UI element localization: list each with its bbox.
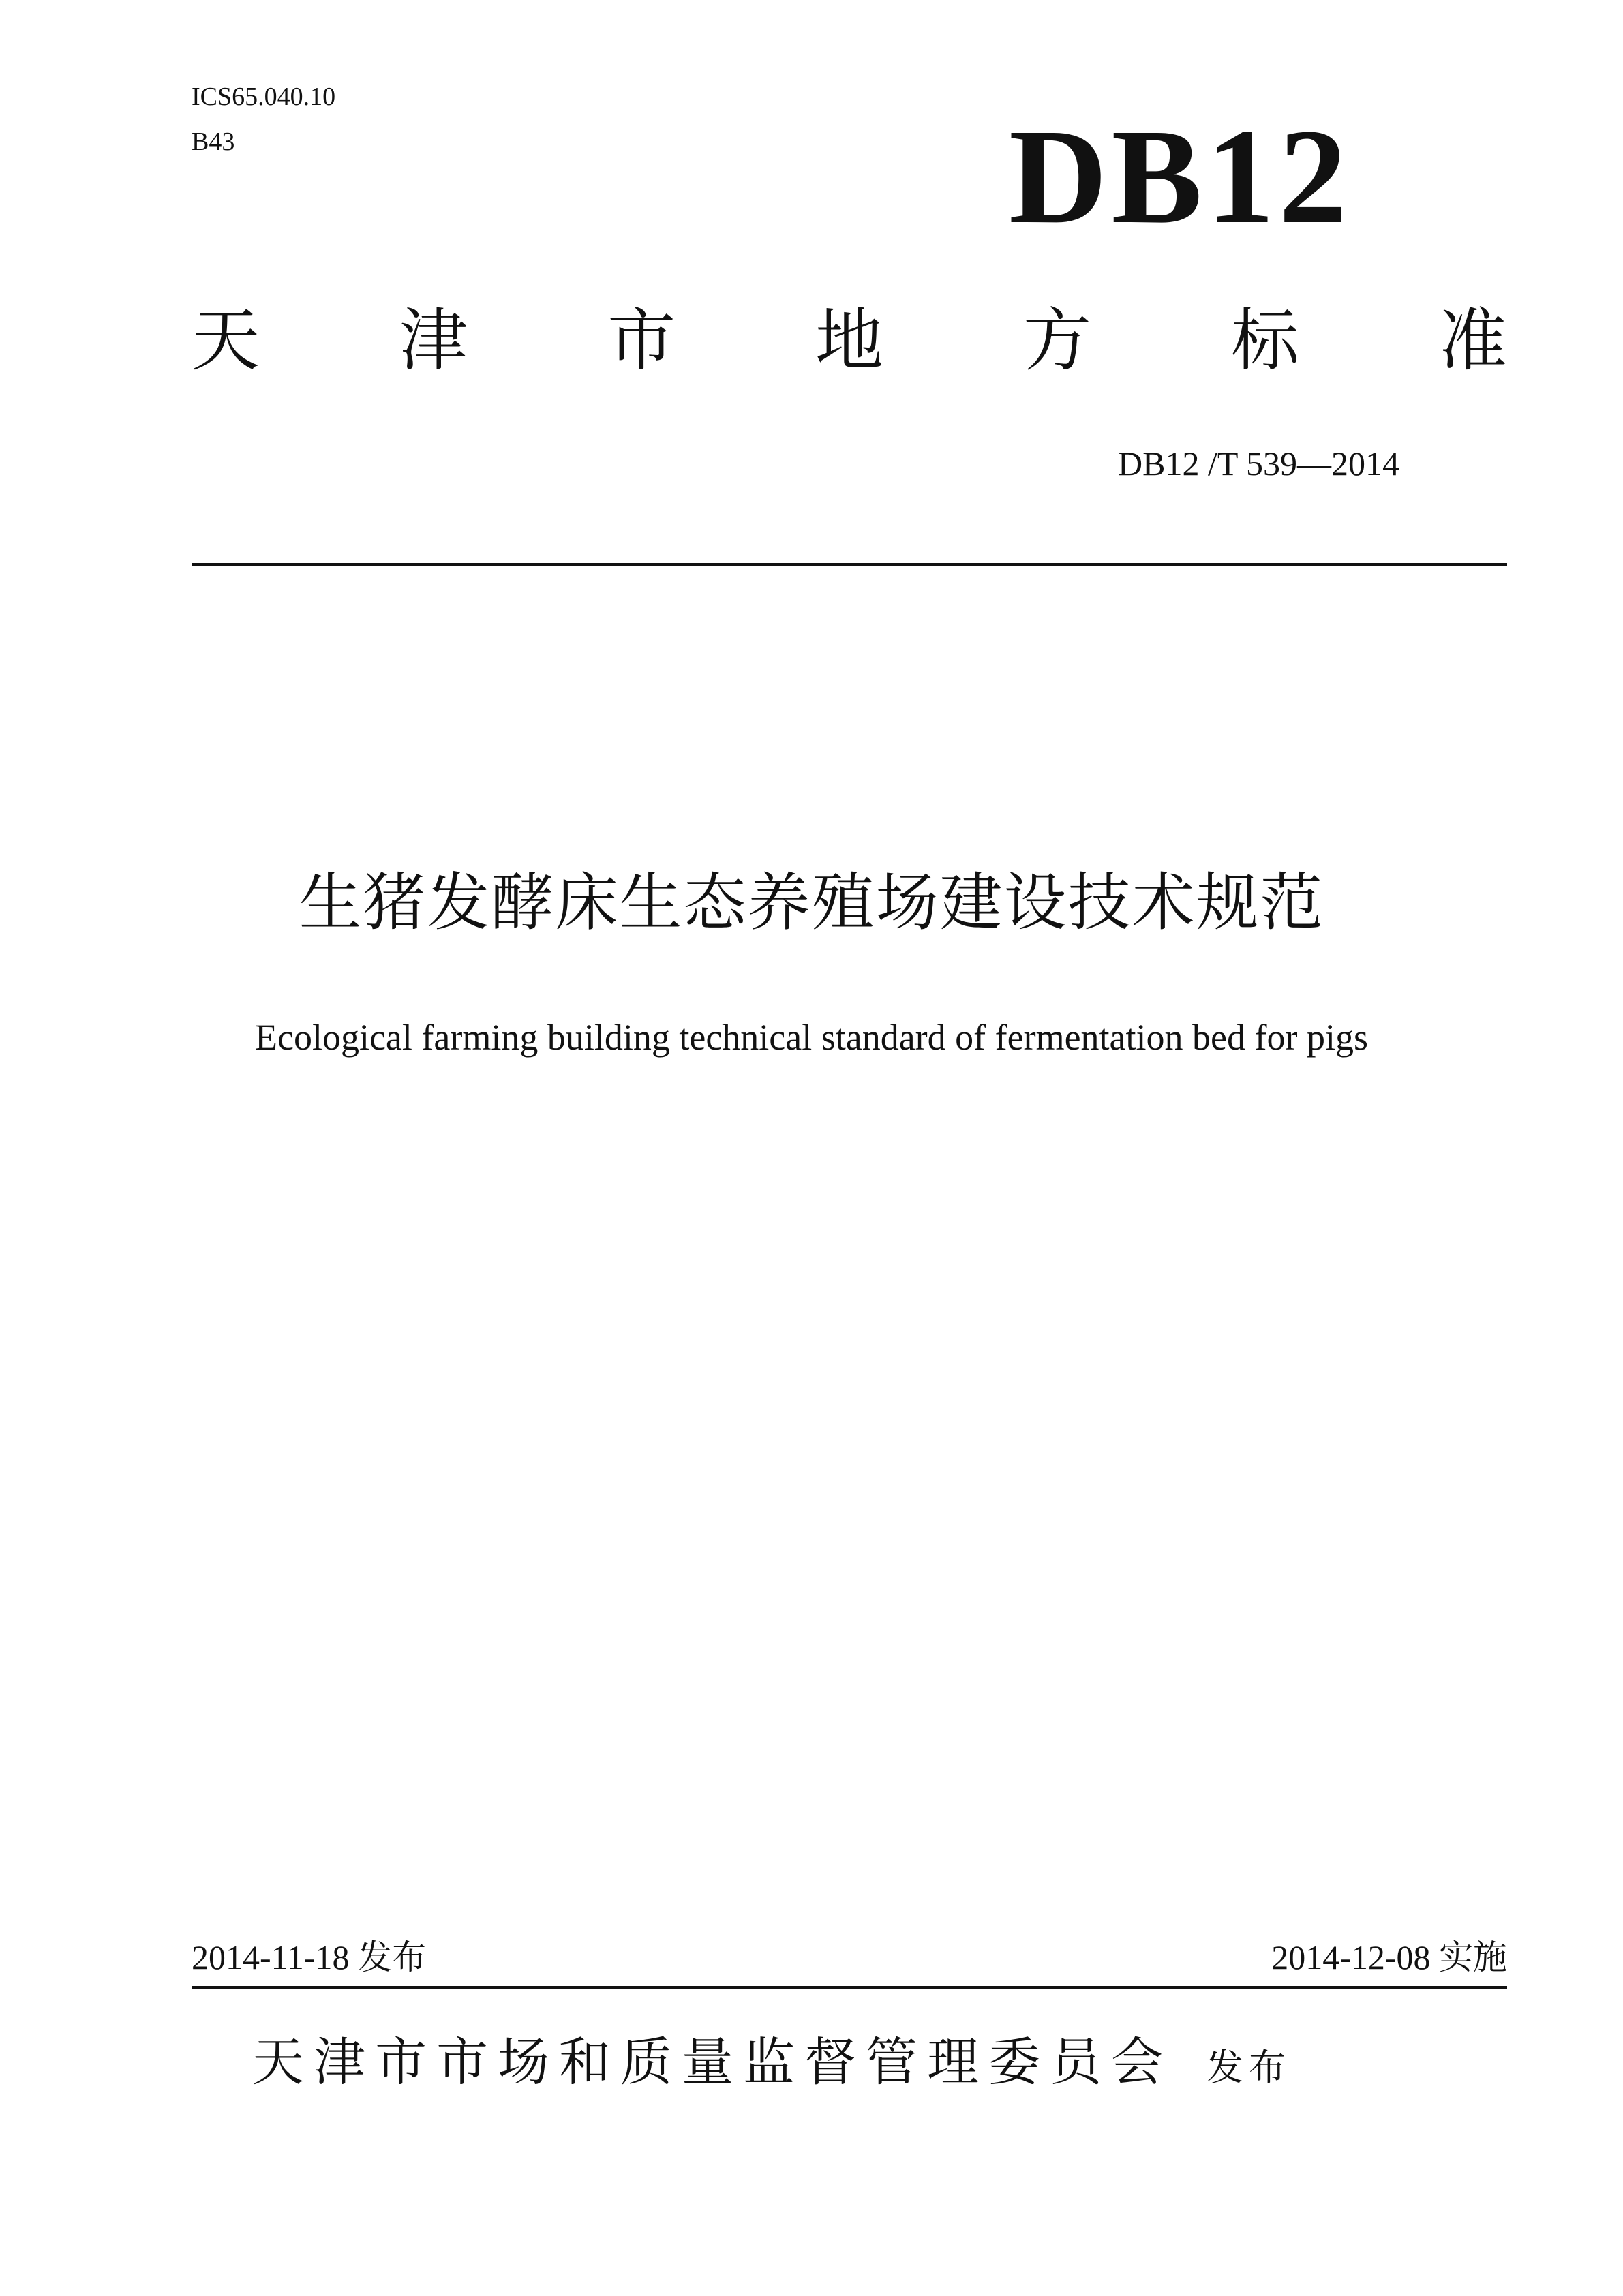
publisher-name: 天津市市场和质量监督管理委员会 — [252, 2032, 1172, 2092]
publish-label: 发布 — [1207, 2046, 1291, 2089]
implementation-date: 2014-12-08 实施 — [1271, 1938, 1507, 1976]
ics-code: ICS65.040.10 — [192, 82, 336, 111]
standard-type-char: 标 — [1231, 301, 1299, 380]
standard-type-char: 准 — [1439, 301, 1507, 380]
standard-type-char: 津 — [399, 301, 468, 380]
classification-code: B43 — [192, 127, 235, 156]
standard-type-heading — [192, 300, 1507, 382]
issue-date: 2014-11-18 发布 — [192, 1938, 426, 1976]
standard-type-char: 天 — [192, 301, 260, 380]
document-number: DB12 /T 539—2014 — [1118, 444, 1399, 483]
bottom-divider — [192, 1986, 1507, 1989]
standard-logo: DB12 — [1009, 102, 1351, 252]
top-divider — [192, 563, 1507, 566]
title-english: Ecological farming building technical standard of fermentation bed for pigs — [255, 1017, 1368, 1058]
standard-type-char: 方 — [1023, 301, 1091, 380]
publisher-line — [252, 2030, 1291, 2100]
title-chinese: 生猪发酵床生态养殖场建设技术规范 — [299, 866, 1324, 939]
standard-type-char: 市 — [607, 301, 676, 380]
standard-type-char: 地 — [815, 301, 883, 380]
